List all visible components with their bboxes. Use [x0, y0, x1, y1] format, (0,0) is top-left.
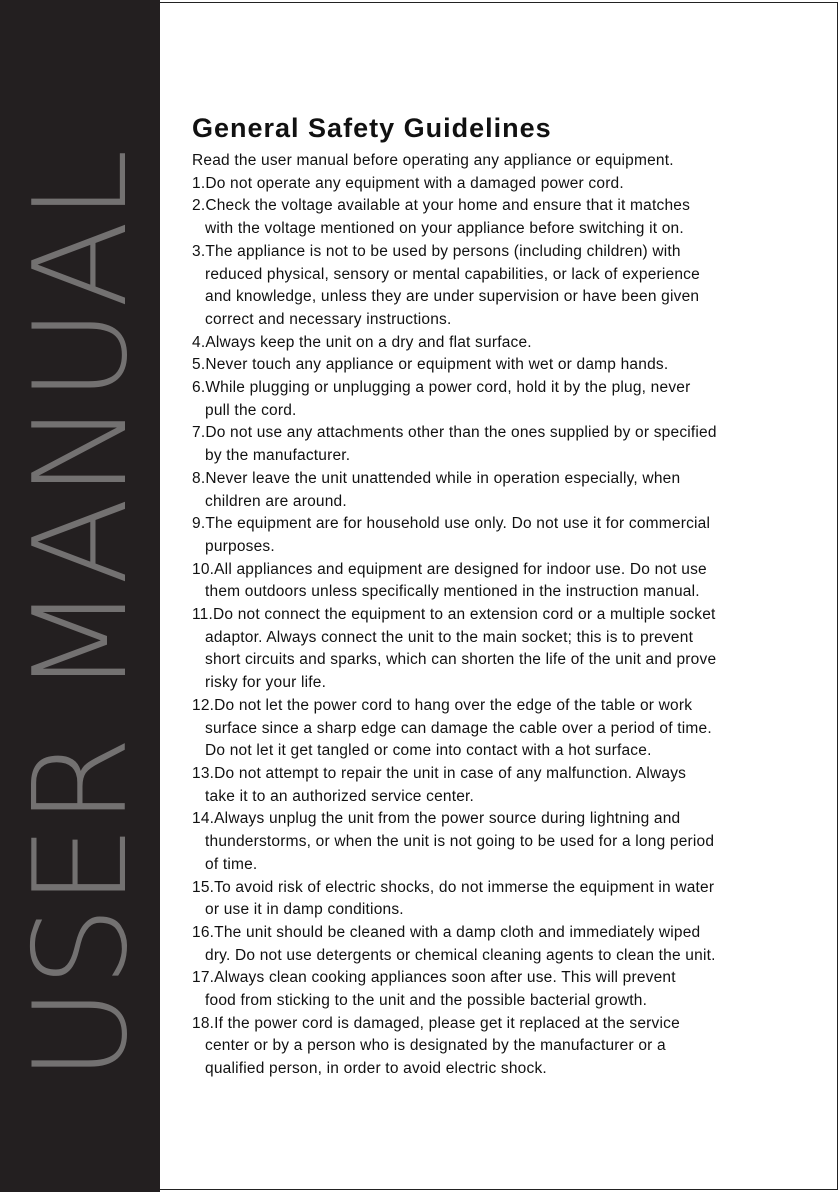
page-title: General Safety Guidelines [192, 113, 552, 143]
sidebar-title: USER MANUAL [7, 149, 156, 1081]
guideline-item: 8.Never leave the unit unattended while in operation especially, when children are around. [192, 469, 681, 510]
intro-text: Read the user manual before operating any appliance or equipment. [192, 152, 674, 169]
guideline-list [192, 173, 802, 1081]
guideline-item: 3.The appliance is not to be used by persons (including children) with reduced physical, sensory or mental capabilities, or lack of experience and knowledge, unless they are under supervision or have been given correct and necessary instructions. [192, 242, 700, 328]
sidebar-band [0, 0, 160, 1192]
guideline-item: 14.Always unplug the unit from the power source during lightning and thunderstorms, or when the unit is not going to be used for a long period of time. [192, 810, 715, 873]
guideline-item: 13.Do not attempt to repair the unit in case of any malfunction. Always take it to an authorized service center. [192, 764, 687, 805]
guideline-item: 4.Always keep the unit on a dry and flat surface. [192, 333, 532, 351]
guideline-item: 10.All appliances and equipment are designed for indoor use. Do not use them outdoors unless specifically mentioned in the instruction manual. [192, 560, 707, 601]
guideline-item: 18.If the power cord is damaged, please get it replaced at the service center or by a person who is designated by the manufacturer or a qualified person, in order to avoid electric shock. [192, 1014, 680, 1078]
guideline-item: 15.To avoid risk of electric shocks, do not immerse the equipment in water or use it in damp conditions. [192, 878, 715, 919]
guideline-item: 11.Do not connect the equipment to an extension cord or a multiple socket adaptor. Always connect the unit to the main socket; this is to prevent short circuits and sparks, which can shorten the life of the unit and prove risky for your life. [192, 606, 717, 692]
guideline-item: 6.While plugging or unplugging a power cord, hold it by the plug, never pull the cord. [192, 379, 691, 419]
guideline-item: 17.Always clean cooking appliances soon after use. This will prevent food from sticking to the unit and the possible bacterial growth. [192, 969, 676, 1010]
top-border-rule [160, 2, 838, 3]
right-border-rule [837, 2, 838, 1190]
guideline-item: 12.Do not let the power cord to hang over the edge of the table or work surface since a sharp edge can damage the cable over a period of time. Do not let it get tangled or come into contact with a hot surface. [192, 696, 712, 760]
guideline-item: 2.Check the voltage available at your home and ensure that it matches with the voltage mentioned on your appliance before switching it on. [192, 197, 691, 238]
guideline-item: 16.The unit should be cleaned with a damp cloth and immediately wiped dry. Do not use detergents or chemical cleaning agents to clean the unit. [192, 923, 716, 964]
guideline-item: 5.Never touch any appliance or equipment with wet or damp hands. [192, 356, 669, 374]
guideline-item: 7.Do not use any attachments other than the ones supplied by or specified by the manufacturer. [192, 424, 717, 465]
guideline-item: 9.The equipment are for household use only. Do not use it for commercial purposes. [192, 515, 711, 555]
guideline-item: 1.Do not operate any equipment with a damaged power cord. [192, 174, 624, 192]
bottom-border-rule [160, 1189, 838, 1190]
document-content [192, 112, 802, 1081]
